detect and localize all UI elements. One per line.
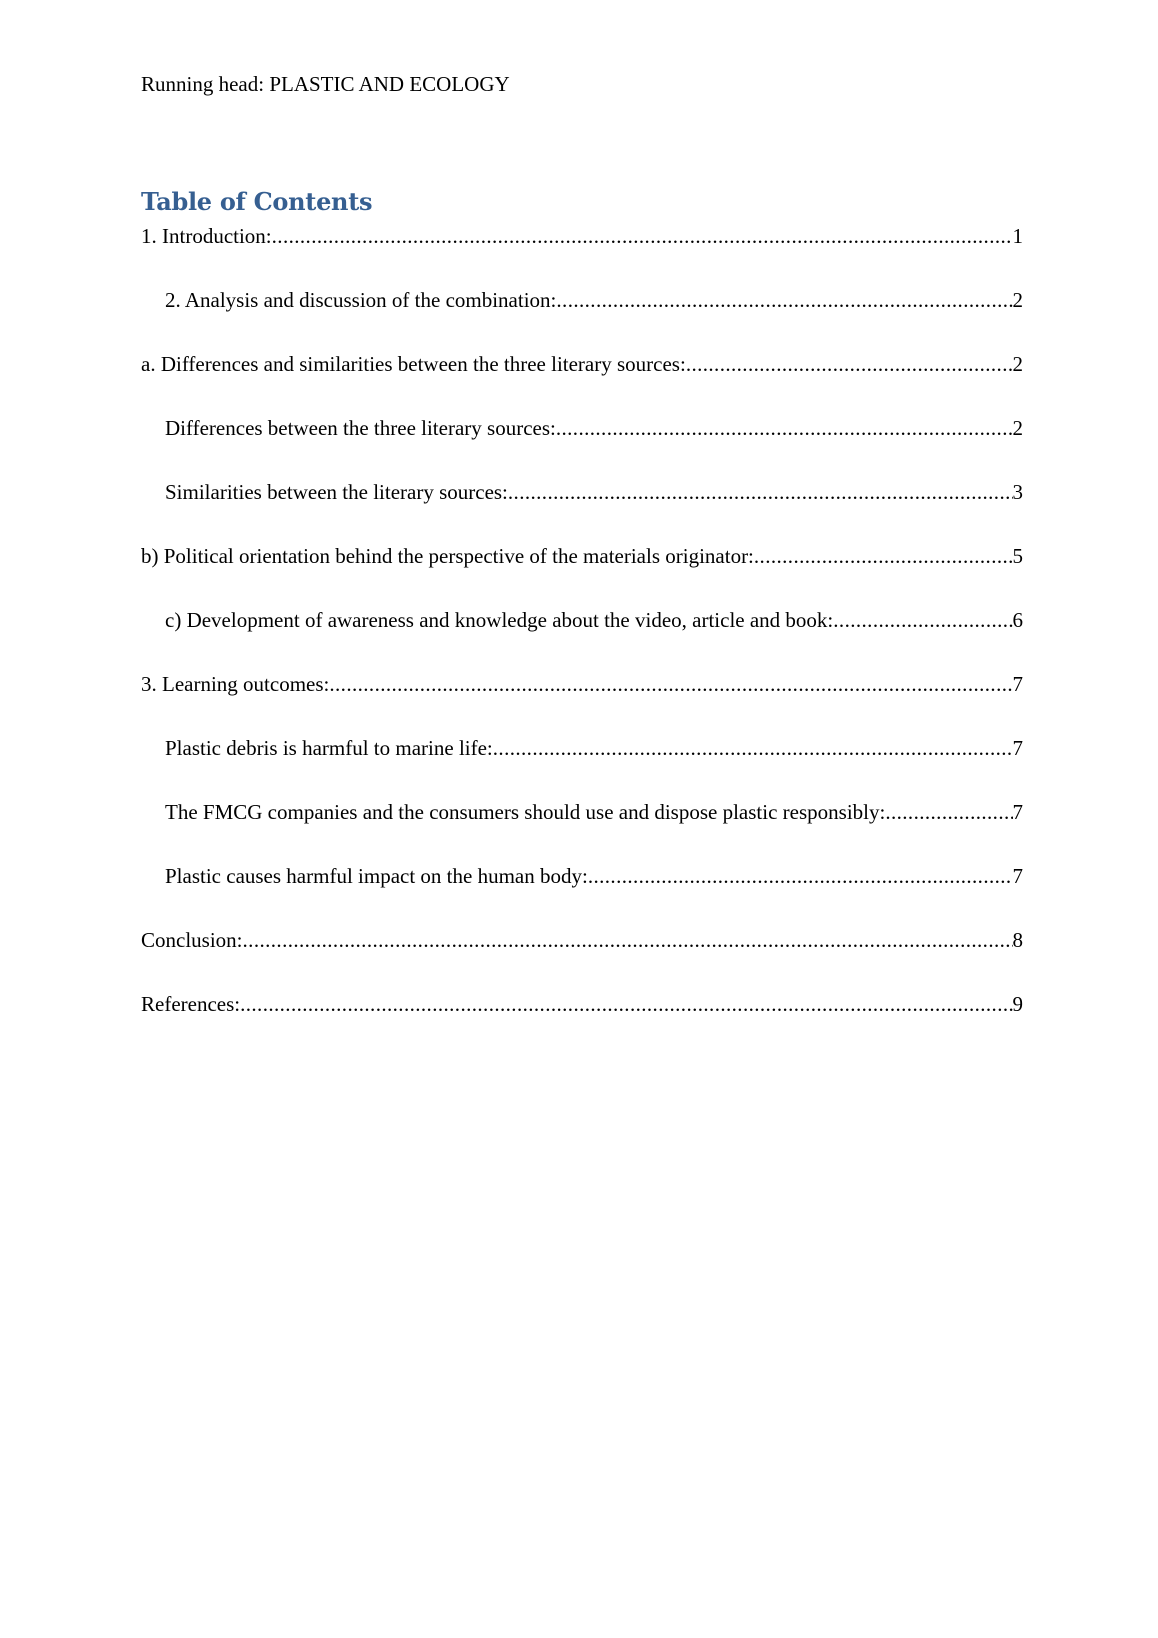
toc-entry-title: Plastic debris is harmful to marine life: bbox=[165, 736, 493, 760]
toc-entry-references[interactable] bbox=[141, 990, 1023, 1054]
toc-entry-fmcg-companies[interactable] bbox=[141, 798, 1023, 862]
toc-entry-title: 2. Analysis and discussion of the combination: bbox=[165, 288, 557, 312]
toc-page-number: 5 bbox=[1012, 544, 1023, 568]
running-head: Running head: PLASTIC AND ECOLOGY bbox=[141, 72, 510, 96]
toc-page-number: 8 bbox=[1012, 928, 1023, 952]
toc-dot-leader bbox=[556, 414, 1013, 442]
toc-page-number: 9 bbox=[1012, 992, 1023, 1016]
toc-page-number: 6 bbox=[1012, 608, 1023, 632]
toc-page-number: 3 bbox=[1012, 480, 1023, 504]
toc-entry-title: Conclusion: bbox=[141, 928, 243, 952]
toc-entry-differences-similarities[interactable] bbox=[141, 350, 1023, 414]
toc-entry-title: 3. Learning outcomes: bbox=[141, 672, 330, 696]
toc-entry-human-body[interactable] bbox=[141, 862, 1023, 926]
toc-entry-title: c) Development of awareness and knowledge about the video, article and book: bbox=[165, 608, 834, 632]
toc-entry-title: References: bbox=[141, 992, 241, 1016]
toc-entry-plastic-debris[interactable] bbox=[141, 734, 1023, 798]
toc-dot-leader bbox=[885, 798, 1012, 826]
toc-dot-leader bbox=[508, 478, 1013, 506]
toc-page-number: 7 bbox=[1012, 736, 1023, 760]
toc-entry-title: Plastic causes harmful impact on the human body: bbox=[165, 864, 588, 888]
toc-page-number: 2 bbox=[1012, 352, 1023, 376]
toc-entry-introduction[interactable] bbox=[141, 222, 1023, 286]
toc-dot-leader bbox=[833, 606, 1012, 634]
toc-entry-title: Differences between the three literary sources: bbox=[165, 416, 556, 440]
toc-heading: Table of Contents bbox=[141, 187, 373, 216]
toc-entry-title: 1. Introduction: bbox=[141, 224, 272, 248]
toc-dot-leader bbox=[686, 350, 1013, 378]
toc-entry-learning-outcomes[interactable] bbox=[141, 670, 1023, 734]
toc-dot-leader bbox=[272, 222, 1013, 250]
toc-dot-leader bbox=[240, 990, 1012, 1018]
toc-page-number: 7 bbox=[1012, 672, 1023, 696]
toc-dot-leader bbox=[329, 670, 1012, 698]
toc-page-number: 2 bbox=[1012, 288, 1023, 312]
toc-page-number: 2 bbox=[1012, 416, 1023, 440]
toc-entry-similarities[interactable] bbox=[141, 478, 1023, 542]
toc-dot-leader bbox=[493, 734, 1013, 762]
toc-entry-awareness-development[interactable] bbox=[141, 606, 1023, 670]
toc-entry-title: a. Differences and similarities between the three literary sources: bbox=[141, 352, 686, 376]
toc-dot-leader bbox=[588, 862, 1013, 890]
toc-entry-title: Similarities between the literary sources: bbox=[165, 480, 508, 504]
toc-entry-differences[interactable] bbox=[141, 414, 1023, 478]
toc-entry-title: The FMCG companies and the consumers should use and dispose plastic responsibly: bbox=[165, 800, 886, 824]
toc-entry-analysis-discussion[interactable] bbox=[141, 286, 1023, 350]
toc-page-number: 7 bbox=[1012, 800, 1023, 824]
toc-page-number: 1 bbox=[1012, 224, 1023, 248]
toc-entry-political-orientation[interactable] bbox=[141, 542, 1023, 606]
toc-entry-title: b) Political orientation behind the perspective of the materials originator: bbox=[141, 544, 754, 568]
toc-entry-conclusion[interactable] bbox=[141, 926, 1023, 990]
toc-dot-leader bbox=[754, 542, 1013, 570]
table-of-contents bbox=[141, 222, 1023, 1054]
toc-page-number: 7 bbox=[1012, 864, 1023, 888]
toc-dot-leader bbox=[243, 926, 1013, 954]
toc-dot-leader bbox=[556, 286, 1012, 314]
